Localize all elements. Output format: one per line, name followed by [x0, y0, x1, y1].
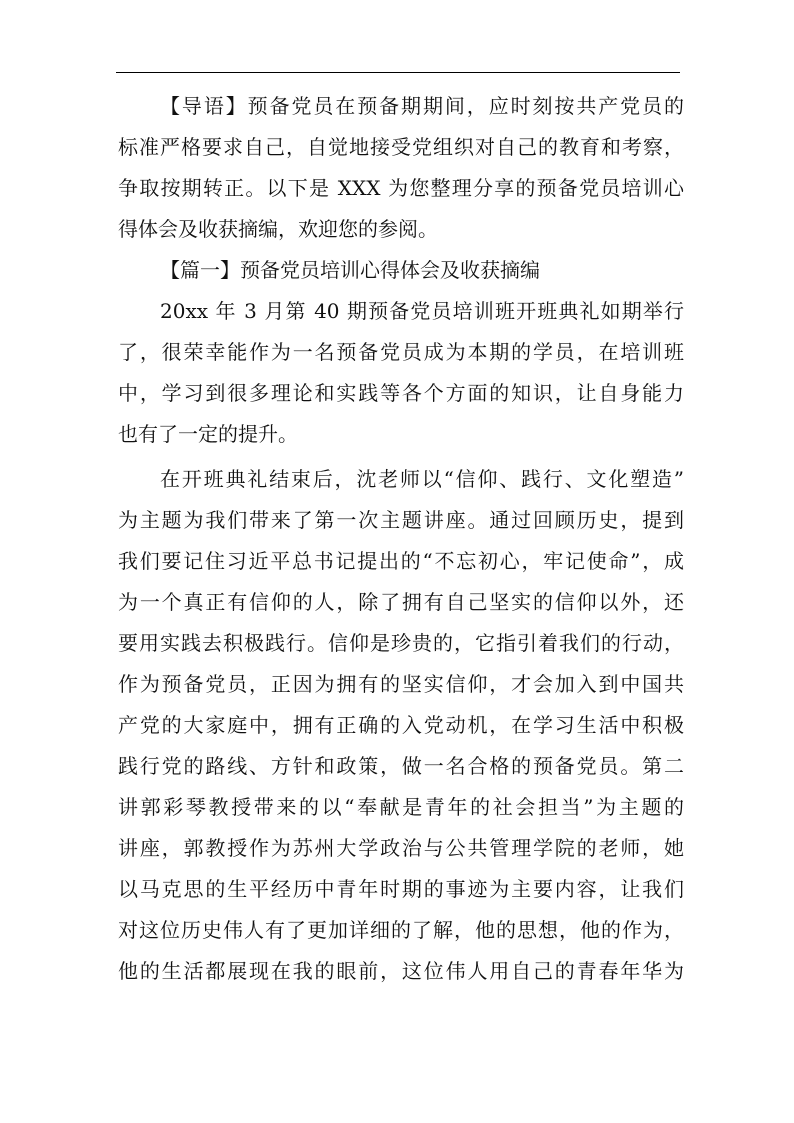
paragraph-line: 产党的大家庭中，拥有正确的入党动机，在学习生活中积极: [118, 713, 684, 737]
paragraph-line: 20xx 年 3 月第 40 期预备党员培训班开班典礼如期举行: [160, 299, 684, 323]
intro-paragraph: [118, 86, 684, 250]
paragraph-line: 他的生活都展现在我的眼前，这位伟人用自己的青春年华为: [118, 959, 684, 983]
paragraph-line: 对这位历史伟人有了更加详细的了解，他的思想，他的作为，: [118, 918, 684, 942]
paragraph-line: 我们要记住习近平总书记提出的“不忘初心，牢记使命”，成: [118, 549, 684, 573]
intro-line: 得体会及收获摘编，欢迎您的参阅。: [118, 217, 438, 241]
intro-line: 【导语】预备党员在预备期期间，应时刻按共产党员的: [160, 94, 684, 118]
paragraph-1: [118, 291, 684, 455]
paragraph-line: 要用实践去积极践行。信仰是珍贵的，它指引着我们的行动，: [118, 631, 684, 655]
paragraph-line: 为主题为我们带来了第一次主题讲座。通过回顾历史，提到: [118, 508, 684, 532]
header-rule: [116, 72, 680, 73]
paragraph-line: 以马克思的生平经历中青年时期的事迹为主要内容，让我们: [118, 877, 684, 901]
paragraph-line: 讲座，郭教授作为苏州大学政治与公共管理学院的老师，她: [118, 836, 684, 860]
intro-line: 争取按期转正。以下是 XXX 为您整理分享的预备党员培训心: [118, 176, 684, 200]
paragraph-line: 为一个真正有信仰的人，除了拥有自己坚实的信仰以外，还: [118, 590, 684, 614]
paragraph-line: 讲郭彩琴教授带来的以“奉献是青年的社会担当”为主题的: [118, 795, 684, 819]
paragraph-line: 践行党的路线、方针和政策，做一名合格的预备党员。第二: [118, 754, 684, 778]
paragraph-line: 在开班典礼结束后，沈老师以“信仰、践行、文化塑造”: [160, 467, 684, 491]
paragraph-line: 作为预备党员，正因为拥有的坚实信仰，才会加入到中国共: [118, 672, 684, 696]
paragraph-line: 了，很荣幸能作为一名预备党员成为本期的学员，在培训班: [118, 340, 684, 364]
paragraph-2: [118, 459, 684, 992]
section-title: 【篇一】预备党员培训心得体会及收获摘编: [160, 258, 540, 282]
intro-line: 标准严格要求自己，自觉地接受党组织对自己的教育和考察，: [118, 135, 684, 159]
document-body: [118, 86, 684, 992]
paragraph-line: 也有了一定的提升。: [118, 422, 298, 446]
paragraph-line: 中，学习到很多理论和实践等各个方面的知识，让自身能力: [118, 381, 684, 405]
